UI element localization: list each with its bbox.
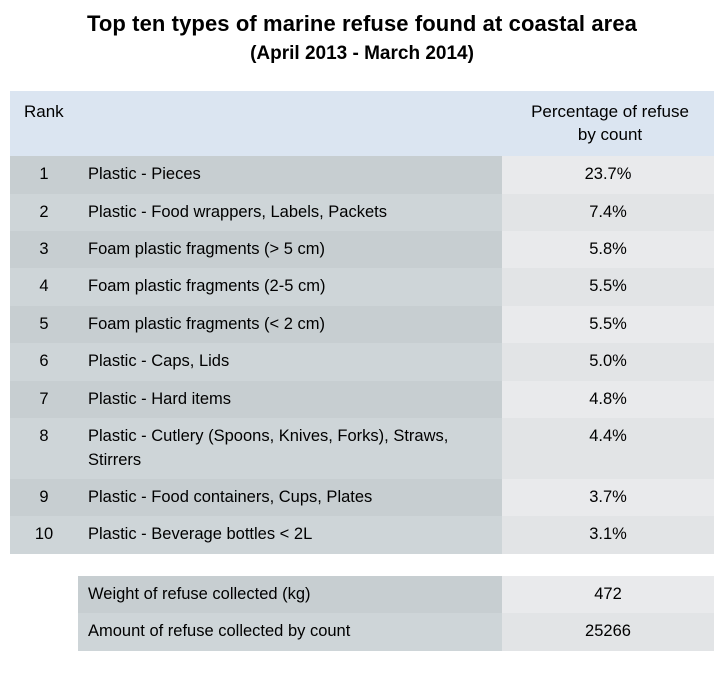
table-body [10, 156, 714, 554]
summary-value: 472 [502, 576, 714, 613]
cell-rank: 6 [10, 343, 78, 380]
cell-rank: 1 [10, 156, 78, 193]
summary-table [10, 576, 714, 651]
summary-spacer-cell [10, 613, 78, 650]
cell-rank: 10 [10, 516, 78, 553]
cell-rank: 5 [10, 306, 78, 343]
column-header-percentage-line1: Percentage of refuse [531, 102, 689, 122]
table-header-row [10, 91, 714, 156]
refuse-types-table [10, 91, 714, 554]
cell-percentage: 7.4% [502, 194, 714, 231]
cell-description: Plastic - Food wrappers, Labels, Packets [78, 194, 502, 231]
table-row [10, 194, 714, 231]
cell-percentage: 23.7% [502, 156, 714, 193]
cell-percentage: 5.5% [502, 268, 714, 305]
cell-description: Foam plastic fragments (2-5 cm) [78, 268, 502, 305]
table-row [10, 231, 714, 268]
table-row [10, 381, 714, 418]
table-row [10, 479, 714, 516]
summary-spacer-cell [10, 576, 78, 613]
column-header-rank: Rank [10, 91, 78, 156]
cell-description: Plastic - Hard items [78, 381, 502, 418]
cell-percentage: 4.8% [502, 381, 714, 418]
cell-percentage: 3.1% [502, 516, 714, 553]
table-row [10, 306, 714, 343]
summary-table-body [10, 576, 714, 651]
table-row [10, 418, 714, 479]
table-row [10, 516, 714, 553]
cell-rank: 2 [10, 194, 78, 231]
column-header-percentage-line2: by count [577, 124, 643, 144]
summary-value: 25266 [502, 613, 714, 650]
cell-description: Foam plastic fragments (> 5 cm) [78, 231, 502, 268]
table-row [10, 156, 714, 193]
cell-description: Plastic - Caps, Lids [78, 343, 502, 380]
cell-rank: 7 [10, 381, 78, 418]
page-subtitle: (April 2013 - March 2014) [250, 42, 474, 64]
summary-label: Weight of refuse collected (kg) [78, 576, 502, 613]
summary-row [10, 613, 714, 650]
summary-label: Amount of refuse collected by count [78, 613, 502, 650]
cell-percentage: 4.4% [502, 418, 714, 479]
summary-row [10, 576, 714, 613]
table-row [10, 268, 714, 305]
column-header-description [78, 91, 502, 156]
cell-rank: 9 [10, 479, 78, 516]
cell-percentage: 5.8% [502, 231, 714, 268]
cell-description: Plastic - Cutlery (Spoons, Knives, Forks), Straws, Stirrers [78, 418, 502, 479]
page-title: Top ten types of marine refuse found at coastal area [86, 11, 638, 36]
cell-rank: 8 [10, 418, 78, 479]
cell-description: Plastic - Beverage bottles < 2L [78, 516, 502, 553]
cell-percentage: 5.0% [502, 343, 714, 380]
cell-rank: 3 [10, 231, 78, 268]
cell-description: Plastic - Pieces [78, 156, 502, 193]
cell-percentage: 5.5% [502, 306, 714, 343]
column-header-percentage [502, 91, 714, 156]
title-block [0, 0, 724, 65]
cell-description: Plastic - Food containers, Cups, Plates [78, 479, 502, 516]
cell-rank: 4 [10, 268, 78, 305]
cell-percentage: 3.7% [502, 479, 714, 516]
table-row [10, 343, 714, 380]
table-header [10, 91, 714, 156]
cell-description: Foam plastic fragments (< 2 cm) [78, 306, 502, 343]
